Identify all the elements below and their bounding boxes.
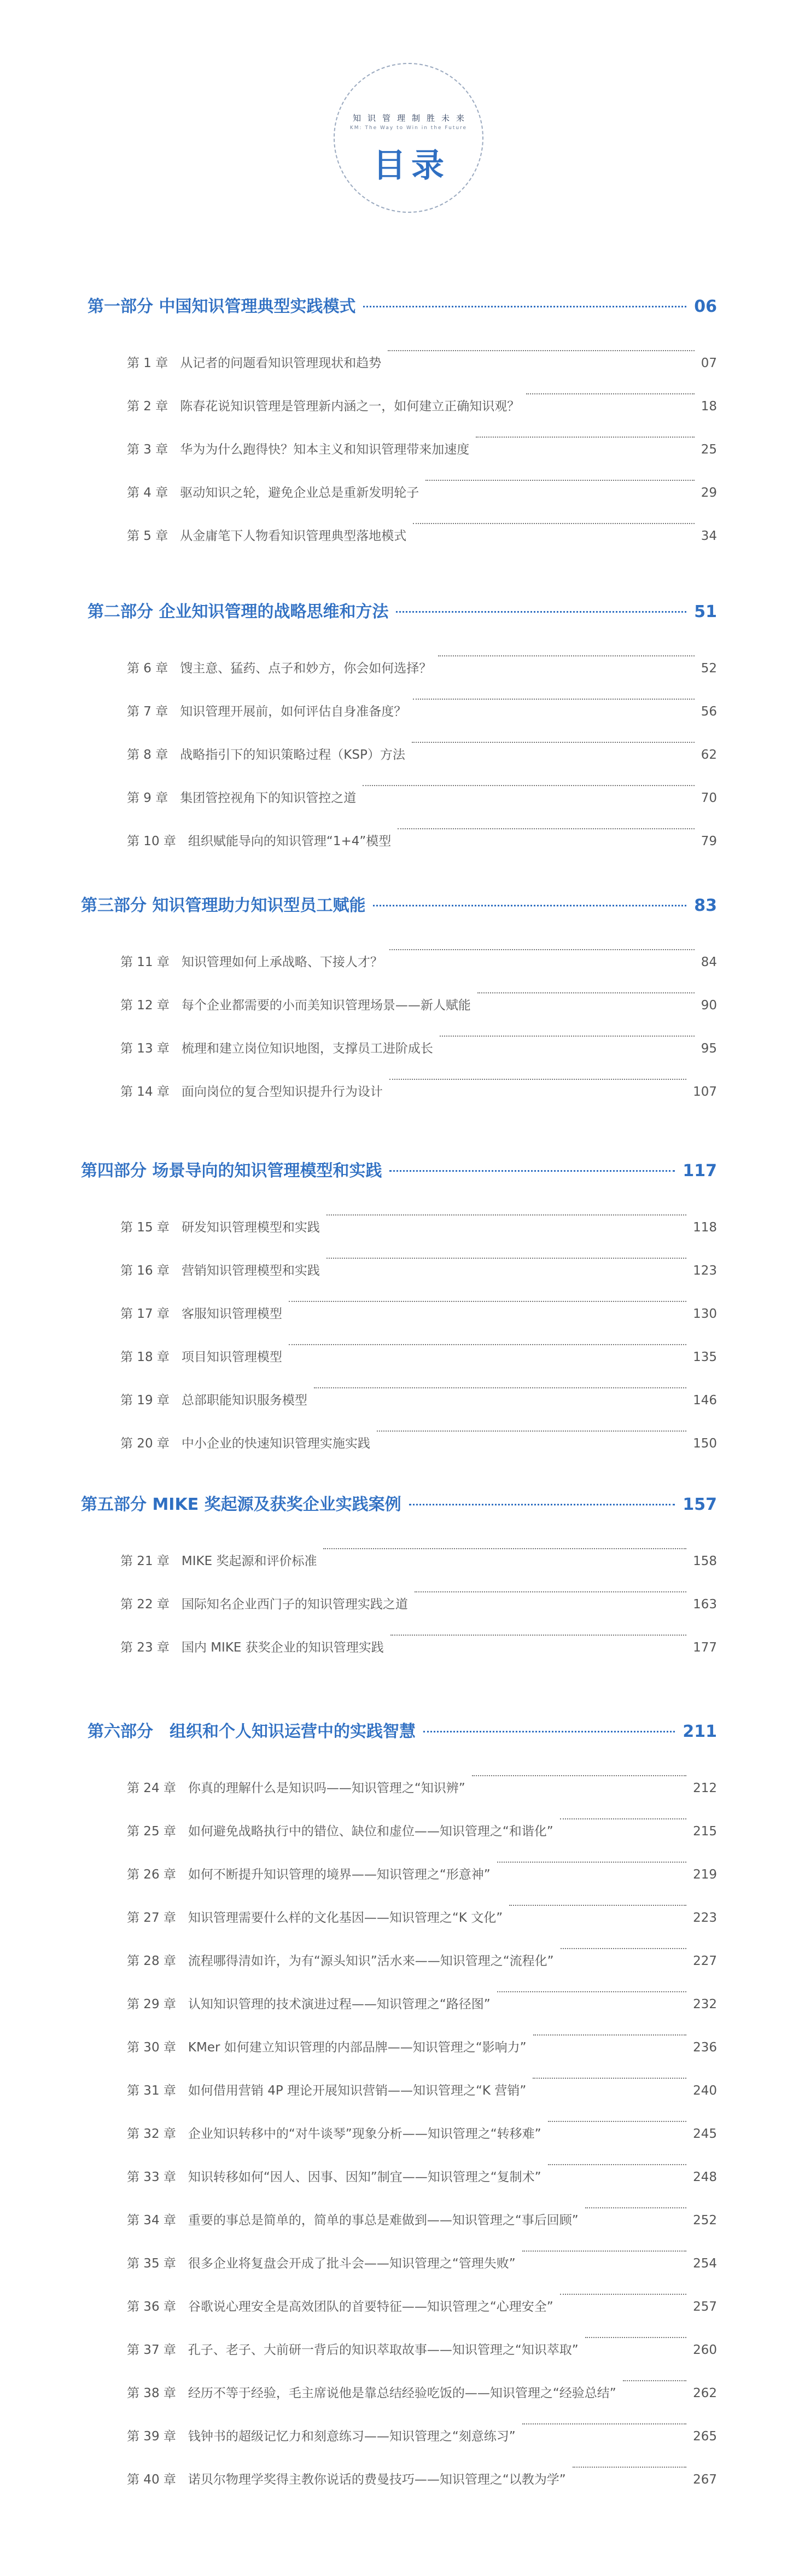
- chapter-number: 第 22 章: [120, 1597, 170, 1612]
- chapter-title: 知识管理需要什么样的文化基因——知识管理之“K 文化”: [188, 1911, 503, 1925]
- chapter-list: [88, 647, 717, 863]
- dot-leader: [363, 785, 694, 786]
- chapter-page-number: 34: [701, 529, 717, 543]
- part-title: 第三部分 知识管理助力知识型员工赋能: [81, 896, 366, 915]
- chapter-number: 第 33 章: [127, 2170, 176, 2184]
- chapter-page-number: 07: [701, 356, 717, 370]
- chapter-title: 华为为什么跑得快？知本主义和知识管理带来加速度: [180, 443, 470, 457]
- chapter-row[interactable]: [120, 1249, 717, 1293]
- chapter-title: 每个企业都需要的小而美知识管理场景——新人赋能: [181, 998, 471, 1013]
- dot-leader: [533, 2034, 687, 2036]
- part-heading[interactable]: [88, 598, 717, 625]
- chapter-number: 第 40 章: [127, 2473, 176, 2487]
- chapter-number: 第 15 章: [120, 1220, 170, 1235]
- dot-leader: [472, 1775, 686, 1776]
- chapter-row[interactable]: [120, 1336, 717, 1379]
- chapter-title: 企业知识转移中的“对牛谈琴”现象分析——知识管理之“转移难”: [188, 2127, 541, 2141]
- part-heading[interactable]: [88, 293, 717, 320]
- chapter-page-number: 267: [693, 2473, 717, 2487]
- chapter-title: 你真的理解什么是知识吗——知识管理之“知识辨”: [188, 1781, 465, 1795]
- chapter-number: 第 30 章: [127, 2040, 176, 2055]
- chapter-row[interactable]: [127, 2113, 717, 2156]
- chapter-row[interactable]: [127, 2156, 717, 2199]
- dot-leader: [585, 2337, 686, 2338]
- chapter-title: 国内 MIKE 获奖企业的知识管理实践: [181, 1641, 384, 1655]
- chapter-page-number: 107: [693, 1085, 717, 1099]
- chapter-page-number: 79: [701, 834, 717, 848]
- chapter-number: 第 6 章: [127, 661, 168, 676]
- chapter-number: 第 31 章: [127, 2084, 176, 2098]
- dot-leader: [409, 1504, 675, 1505]
- toc-part: [81, 892, 717, 1114]
- chapter-number: 第 34 章: [127, 2213, 176, 2228]
- dot-leader: [560, 2294, 686, 2295]
- chapter-title: 知识管理开展前，如何评估自身准备度？: [180, 705, 407, 719]
- chapter-number: 第 24 章: [127, 1781, 176, 1795]
- dot-leader: [398, 828, 694, 829]
- chapter-page-number: 56: [701, 705, 717, 719]
- chapter-title: MIKE 奖起源和评价标准: [181, 1554, 317, 1568]
- chapter-number: 第 7 章: [127, 705, 168, 719]
- chapter-row[interactable]: [127, 1853, 717, 1897]
- chapter-number: 第 1 章: [127, 356, 168, 370]
- header-top-text: 知识管理制胜未来: [352, 113, 471, 123]
- part-page-number: 83: [694, 896, 717, 915]
- dot-leader: [561, 1948, 687, 1949]
- part-title: 第四部分 场景导向的知识管理模型和实践: [81, 1161, 382, 1181]
- chapter-title: 认知知识管理的技术演进过程——知识管理之“路径图”: [188, 1997, 491, 2011]
- chapter-row[interactable]: [127, 2069, 717, 2113]
- dot-leader: [413, 523, 694, 524]
- dot-leader: [389, 1079, 686, 1080]
- chapter-number: 第 25 章: [127, 1824, 176, 1839]
- chapter-number: 第 9 章: [127, 791, 168, 805]
- chapter-row[interactable]: [120, 1422, 717, 1466]
- header-sub-text: KM: The Way to Win in the Future: [349, 125, 468, 131]
- chapter-page-number: 260: [693, 2343, 717, 2357]
- dot-leader: [412, 742, 695, 743]
- chapter-page-number: 254: [693, 2257, 717, 2271]
- chapter-number: 第 28 章: [127, 1954, 176, 1968]
- chapter-number: 第 38 章: [127, 2386, 176, 2400]
- chapter-title: 研发知识管理模型和实践: [181, 1220, 320, 1235]
- dot-leader: [440, 1036, 695, 1037]
- part-page-number: 51: [694, 602, 717, 621]
- dot-leader: [526, 393, 694, 394]
- chapter-title: 谷歌说心理安全是高效团队的首要特征——知识管理之“心理安全”: [188, 2300, 553, 2314]
- part-page-number: 211: [683, 1722, 717, 1741]
- chapter-page-number: 212: [693, 1781, 717, 1795]
- chapter-row[interactable]: [127, 734, 717, 777]
- dot-leader: [423, 1731, 675, 1732]
- chapter-page-number: 90: [701, 998, 717, 1013]
- chapter-number: 第 17 章: [120, 1307, 170, 1321]
- dot-leader: [363, 306, 686, 307]
- dot-leader: [425, 480, 694, 481]
- dot-leader: [413, 699, 694, 700]
- chapter-title: 项目知识管理模型: [181, 1350, 282, 1364]
- chapter-title: 馊主意、猛药、点子和妙方，你会如何选择？: [180, 661, 432, 676]
- chapter-title: 孔子、老子、大前研一背后的知识萃取故事——知识管理之“知识萃取”: [188, 2343, 579, 2357]
- dot-leader: [476, 437, 694, 438]
- chapter-page-number: 215: [693, 1824, 717, 1839]
- dot-leader: [497, 1862, 686, 1863]
- chapter-number: 第 26 章: [127, 1868, 176, 1882]
- chapter-title: 陈春花说知识管理是管理新内涵之一，如何建立正确知识观？: [180, 399, 520, 414]
- chapter-title: 总部职能知识服务模型: [181, 1393, 307, 1408]
- chapter-number: 第 37 章: [127, 2343, 176, 2357]
- chapter-page-number: 232: [693, 1997, 717, 2011]
- chapter-title: 从金庸笔下人物看知识管理典型落地模式: [180, 529, 407, 543]
- chapter-page-number: 227: [693, 1954, 717, 1968]
- chapter-number: 第 18 章: [120, 1350, 170, 1364]
- dot-leader: [389, 949, 695, 950]
- chapter-number: 第 11 章: [120, 955, 170, 969]
- dot-leader: [314, 1387, 686, 1388]
- chapter-row[interactable]: [127, 2199, 717, 2242]
- chapter-title: 面向岗位的复合型知识提升行为设计: [181, 1085, 383, 1099]
- dot-leader: [573, 2467, 686, 2468]
- chapter-page-number: 52: [701, 661, 717, 676]
- dot-leader: [377, 1431, 686, 1432]
- chapter-number: 第 14 章: [120, 1085, 170, 1099]
- dot-leader: [388, 350, 694, 351]
- chapter-list: [81, 1540, 717, 1670]
- chapter-title: 重要的事总是简单的，简单的事总是难做到——知识管理之“事后回顾”: [188, 2213, 579, 2228]
- chapter-number: 第 21 章: [120, 1554, 170, 1568]
- dot-leader: [623, 2380, 686, 2381]
- chapter-row[interactable]: [120, 1626, 717, 1670]
- chapter-row[interactable]: [127, 1983, 717, 2026]
- dot-leader: [522, 2251, 686, 2252]
- part-title: 第五部分 MIKE 奖起源及获奖企业实践案例: [81, 1495, 401, 1514]
- chapter-page-number: 252: [693, 2213, 717, 2228]
- chapter-page-number: 177: [693, 1641, 717, 1655]
- chapter-page-number: 163: [693, 1597, 717, 1612]
- part-title: 第二部分 企业知识管理的战略思维和方法: [88, 602, 389, 621]
- chapter-row[interactable]: [127, 647, 717, 690]
- chapter-title: 从记者的问题看知识管理现状和趋势: [180, 356, 382, 370]
- chapter-list: [81, 1206, 717, 1466]
- chapter-row[interactable]: [120, 1540, 717, 1583]
- chapter-number: 第 39 章: [127, 2429, 176, 2444]
- chapter-page-number: 265: [693, 2429, 717, 2444]
- dot-leader: [323, 1548, 686, 1549]
- dot-leader: [373, 905, 686, 906]
- part-page-number: 157: [683, 1495, 717, 1514]
- part-title: 第六部分 组织和个人知识运营中的实践智慧: [88, 1722, 416, 1741]
- part-heading[interactable]: [81, 1491, 717, 1518]
- chapter-row[interactable]: [127, 2415, 717, 2458]
- part-heading[interactable]: [81, 892, 717, 919]
- chapter-title: 知识管理如何上承战略、下接人才？: [181, 955, 383, 969]
- chapter-page-number: 219: [693, 1868, 717, 1882]
- chapter-page-number: 70: [701, 791, 717, 805]
- chapter-number: 第 13 章: [120, 1042, 170, 1056]
- chapter-number: 第 19 章: [120, 1393, 170, 1408]
- chapter-row[interactable]: [127, 428, 717, 472]
- chapter-number: 第 16 章: [120, 1264, 170, 1278]
- chapter-number: 第 10 章: [127, 834, 176, 848]
- toc-part: [81, 1157, 717, 1466]
- dot-leader: [415, 1591, 686, 1592]
- part-page-number: 117: [683, 1161, 717, 1181]
- chapter-row[interactable]: [127, 342, 717, 385]
- chapter-number: 第 32 章: [127, 2127, 176, 2141]
- chapter-row[interactable]: [127, 2458, 717, 2502]
- chapter-page-number: 18: [701, 399, 717, 414]
- chapter-page-number: 118: [693, 1220, 717, 1235]
- chapter-row[interactable]: [127, 1897, 717, 1940]
- chapter-row[interactable]: [127, 777, 717, 820]
- chapter-list: [88, 342, 717, 558]
- dot-leader: [497, 1991, 686, 1992]
- chapter-number: 第 36 章: [127, 2300, 176, 2314]
- chapter-row[interactable]: [127, 1810, 717, 1853]
- chapter-number: 第 23 章: [120, 1641, 170, 1655]
- chapter-number: 第 12 章: [120, 998, 170, 1013]
- page-title: 目录: [373, 147, 450, 185]
- chapter-title: 中小企业的快速知识管理实施实践: [181, 1437, 370, 1451]
- chapter-row[interactable]: [127, 690, 717, 734]
- chapter-number: 第 35 章: [127, 2257, 176, 2271]
- chapter-title: 知识转移如何“因人、因事、因知”制宜——知识管理之“复制术”: [188, 2170, 541, 2184]
- header-badge: [334, 63, 483, 213]
- dot-leader: [585, 2207, 686, 2208]
- chapter-title: 集团管控视角下的知识管控之道: [180, 791, 357, 805]
- chapter-page-number: 158: [693, 1554, 717, 1568]
- dot-leader: [560, 1818, 686, 1819]
- chapter-title: 钱钟书的超级记忆力和刻意练习——知识管理之“刻意练习”: [188, 2429, 516, 2444]
- chapter-title: 流程哪得清如许，为有“源头知识”活水来——知识管理之“流程化”: [188, 1954, 554, 1968]
- chapter-row[interactable]: [127, 515, 717, 558]
- dot-leader: [548, 2121, 687, 2122]
- dot-leader: [533, 2078, 686, 2079]
- chapter-row[interactable]: [127, 472, 717, 515]
- chapter-page-number: 248: [693, 2170, 717, 2184]
- chapter-page-number: 236: [693, 2040, 717, 2055]
- chapter-title: 战略指引下的知识策略过程（KSP）方法: [180, 748, 405, 762]
- chapter-title: 国际知名企业西门子的知识管理实践之道: [181, 1597, 408, 1612]
- chapter-number: 第 5 章: [127, 529, 168, 543]
- chapter-row[interactable]: [127, 1940, 717, 1983]
- chapter-number: 第 20 章: [120, 1437, 170, 1451]
- chapter-page-number: 123: [693, 1264, 717, 1278]
- dot-leader: [522, 2423, 686, 2424]
- chapter-list: [81, 941, 717, 1114]
- chapter-row[interactable]: [120, 1027, 717, 1071]
- chapter-row[interactable]: [127, 2372, 717, 2415]
- chapter-title: 很多企业将复盘会开成了批斗会——知识管理之“管理失败”: [188, 2257, 516, 2271]
- chapter-title: 驱动知识之轮，避免企业总是重新发明轮子: [180, 486, 419, 500]
- dot-leader: [390, 1635, 686, 1636]
- chapter-row[interactable]: [127, 2286, 717, 2329]
- chapter-row[interactable]: [120, 1293, 717, 1336]
- chapter-row[interactable]: [127, 385, 717, 428]
- chapter-row[interactable]: [120, 1379, 717, 1422]
- dot-leader: [289, 1301, 686, 1302]
- toc-part: [88, 598, 717, 863]
- toc-part: [88, 1718, 717, 2502]
- chapter-row[interactable]: [120, 984, 717, 1027]
- chapter-title: 如何避免战略执行中的错位、缺位和虚位——知识管理之“和谐化”: [188, 1824, 553, 1839]
- chapter-title: 经历不等于经验，毛主席说他是靠总结经验吃饭的——知识管理之“经验总结”: [188, 2386, 616, 2400]
- chapter-row[interactable]: [127, 2026, 717, 2069]
- chapter-title: 如何借用营销 4P 理论开展知识营销——知识管理之“K 营销”: [188, 2084, 527, 2098]
- chapter-row[interactable]: [127, 2329, 717, 2372]
- chapter-row[interactable]: [127, 820, 717, 863]
- dot-leader: [477, 992, 695, 993]
- part-heading[interactable]: [88, 1718, 717, 1745]
- chapter-title: 营销知识管理模型和实践: [181, 1264, 320, 1278]
- dot-leader: [548, 2164, 687, 2165]
- chapter-page-number: 240: [693, 2084, 717, 2098]
- chapter-page-number: 135: [693, 1350, 717, 1364]
- chapter-page-number: 146: [693, 1393, 717, 1408]
- part-title: 第一部分 中国知识管理典型实践模式: [88, 297, 356, 316]
- chapter-page-number: 223: [693, 1911, 717, 1925]
- chapter-row[interactable]: [127, 2242, 717, 2286]
- chapter-page-number: 262: [693, 2386, 717, 2400]
- chapter-row[interactable]: [120, 1071, 717, 1114]
- chapter-page-number: 245: [693, 2127, 717, 2141]
- chapter-title: 梳理和建立岗位知识地图，支撑员工进阶成长: [181, 1042, 433, 1056]
- chapter-page-number: 150: [693, 1437, 717, 1451]
- part-heading[interactable]: [81, 1157, 717, 1184]
- chapter-number: 第 4 章: [127, 486, 168, 500]
- dot-leader: [326, 1214, 686, 1216]
- chapter-page-number: 130: [693, 1307, 717, 1321]
- chapter-page-number: 29: [701, 486, 717, 500]
- dot-leader: [438, 655, 694, 656]
- dot-leader: [289, 1344, 686, 1345]
- chapter-page-number: 257: [693, 2300, 717, 2314]
- dot-leader: [396, 611, 686, 613]
- chapter-number: 第 2 章: [127, 399, 168, 414]
- chapter-title: 客服知识管理模型: [181, 1307, 282, 1321]
- toc-part: [88, 293, 717, 558]
- chapter-row[interactable]: [127, 1767, 717, 1810]
- chapter-number: 第 3 章: [127, 443, 168, 457]
- chapter-number: 第 8 章: [127, 748, 168, 762]
- chapter-list: [88, 1767, 717, 2502]
- chapter-page-number: 95: [701, 1042, 717, 1056]
- dot-leader: [509, 1905, 686, 1906]
- chapter-page-number: 62: [701, 748, 717, 762]
- chapter-number: 第 29 章: [127, 1997, 176, 2011]
- chapter-row[interactable]: [120, 1583, 717, 1626]
- chapter-number: 第 27 章: [127, 1911, 176, 1925]
- dot-leader: [389, 1170, 675, 1172]
- part-page-number: 06: [694, 297, 717, 316]
- chapter-row[interactable]: [120, 1206, 717, 1249]
- chapter-row[interactable]: [120, 941, 717, 984]
- chapter-title: 诺贝尔物理学奖得主教你说话的费曼技巧——知识管理之“以教为学”: [188, 2473, 566, 2487]
- dot-leader: [326, 1258, 686, 1259]
- chapter-title: 组织赋能导向的知识管理“1+4”模型: [188, 834, 392, 848]
- toc-part: [81, 1491, 717, 1670]
- chapter-title: KMer 如何建立知识管理的内部品牌——知识管理之“影响力”: [188, 2040, 527, 2055]
- chapter-page-number: 25: [701, 443, 717, 457]
- chapter-page-number: 84: [701, 955, 717, 969]
- chapter-title: 如何不断提升知识管理的境界——知识管理之“形意神”: [188, 1868, 491, 1882]
